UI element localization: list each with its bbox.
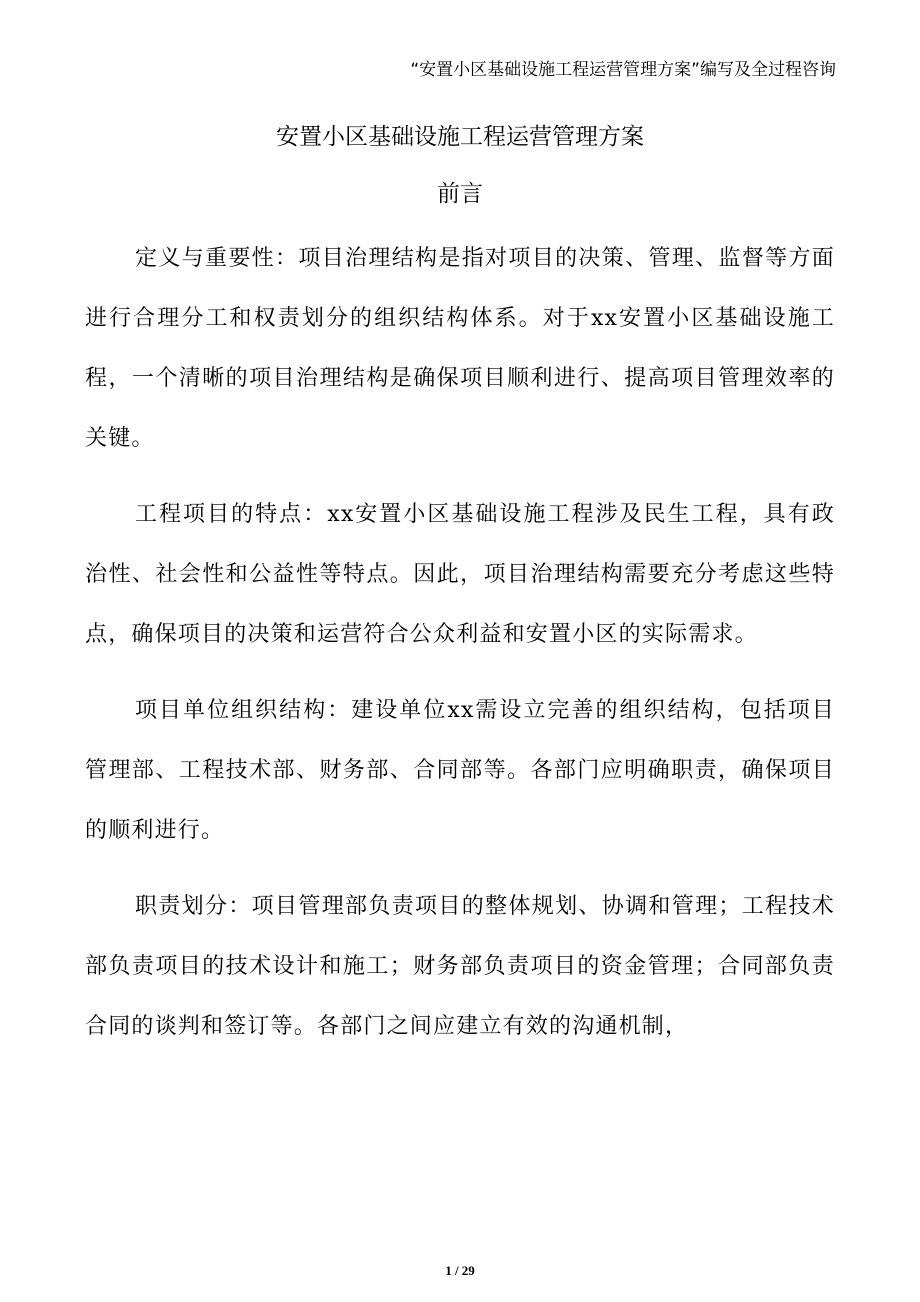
paragraph-org-structure: 项目单位组织结构：建设单位xx需设立完善的组织结构，包括项目管理部、工程技术部、财务部、合同部等。各部门应明确职责，确保项目的顺利进行。 [85, 698, 835, 843]
paragraph-definition: 定义与重要性：项目治理结构是指对项目的决策、管理、监督等方面进行合理分工和权责划分的组织结构体系。对于xx安置小区基础设施工程，一个清晰的项目治理结构是确保项目顺利进行、提高项目管理效率的关键。 [85, 246, 835, 451]
running-header: “安置小区基础设施工程运营管理方案”编写及全过程咨询 [410, 60, 836, 80]
paragraph-project-features: 工程项目的特点：xx安置小区基础设施工程涉及民生工程，具有政治性、社会性和公益性等特点。因此，项目治理结构需要充分考虑这些特点，确保项目的决策和运营符合公众利益和安置小区的实际需求。 [85, 502, 835, 647]
section-title: 前言 [437, 181, 483, 207]
document-title: 安置小区基础设施工程运营管理方案 [276, 124, 644, 150]
document-body [85, 229, 835, 1073]
page-number: 1 / 29 [445, 1263, 475, 1278]
paragraph-responsibilities: 职责划分：项目管理部负责项目的整体规划、协调和管理；工程技术部负责项目的技术设计和施工；财务部负责项目的资金管理；合同部负责合同的谈判和签订等。各部门之间应建立有效的沟通机制， [85, 894, 835, 1039]
